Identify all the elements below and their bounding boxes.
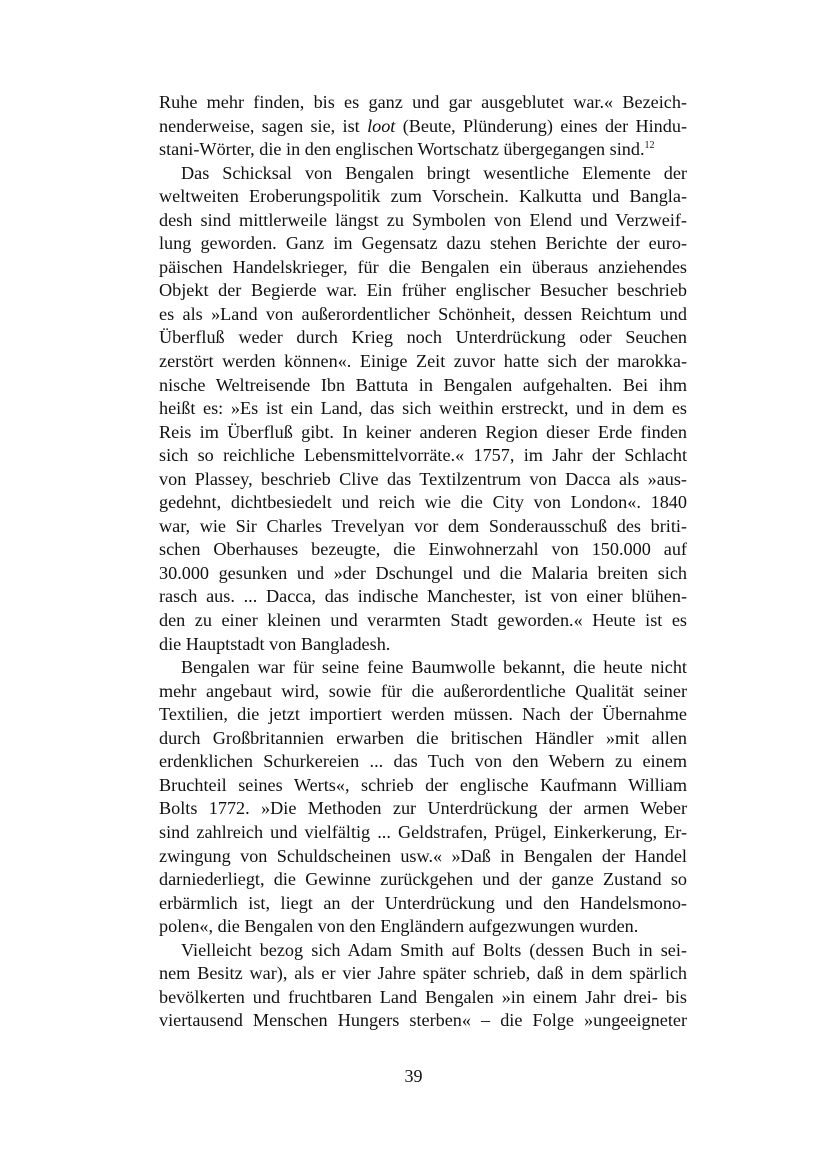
text-line: schen Oberhauses bezeugte, die Einwohnerzahl von 150.000 auf xyxy=(159,539,687,560)
text-line: es als »Land von außerordentlicher Schönheit, dessen Reichtum und xyxy=(159,303,687,324)
text-fragment: nenderweise, sagen sie, ist xyxy=(159,115,360,136)
text-line: 30.000 gesunken und »der Dschungel und die Malaria breiten sich xyxy=(159,562,687,583)
text-line: viertausend Menschen Hungers sterben« – die Folge »ungeeigneter xyxy=(159,1010,687,1031)
text-line: Bruchteil seines Werts«, schrieb der englische Kaufmann William xyxy=(159,774,687,795)
text-line: Das Schicksal von Bengalen bringt wesentliche Elemente der xyxy=(181,162,687,183)
text-line: weltweiten Eroberungspolitik zum Vorschein. Kalkutta und Bangla- xyxy=(159,186,687,207)
text-line: desh sind mittlerweile längst zu Symbolen von Elend und Verzweif- xyxy=(159,209,687,230)
text-line: nem Besitz war), als er vier Jahre später schrieb, daß in dem spärlich xyxy=(159,963,687,984)
text-line: lung geworden. Ganz im Gegensatz dazu stehen Berichte der euro- xyxy=(159,233,687,254)
page-body xyxy=(159,91,687,1091)
footnote-marker: 12 xyxy=(644,140,655,152)
body-text xyxy=(159,91,687,1033)
text-line: zwingung von Schuldscheinen usw.« »Daß in Bengalen der Handel xyxy=(159,845,687,866)
text-line: Vielleicht bezog sich Adam Smith auf Bolts (dessen Buch in sei- xyxy=(181,939,687,960)
page-number: 39 xyxy=(404,1066,423,1086)
text-line: sich so reichliche Lebensmittelvorräte.« 1757, im Jahr der Schlacht xyxy=(159,445,687,466)
text-line: Bolts 1772. »Die Methoden zur Unterdrückung der armen Weber xyxy=(159,798,687,819)
text-line: Überfluß weder durch Krieg noch Unterdrückung oder Seuchen xyxy=(159,327,687,348)
text-line: die Hauptstadt von Bangladesh. xyxy=(159,633,391,654)
text-line: heißt es: »Es ist ein Land, das sich weithin erstreckt, und in dem es xyxy=(159,398,687,419)
text-line: rasch aus. ... Dacca, das indische Manchester, ist von einer blühen- xyxy=(159,586,687,607)
text-line: darniederliegt, die Gewinne zurückgehen und der ganze Zustand so xyxy=(159,869,687,890)
text-line: mehr angebaut wird, sowie für die außerordentliche Qualität seiner xyxy=(159,680,687,701)
text-fragment: (Beute, Plünderung) eines der Hindu- xyxy=(402,115,688,136)
text-line xyxy=(159,115,687,139)
text-line xyxy=(159,138,687,162)
text-line: den zu einer kleinen und verarmten Stadt geworden.« Heute ist es xyxy=(159,610,687,631)
text-line: Objekt der Begierde war. Ein früher englischer Besucher beschrieb xyxy=(159,280,687,301)
text-line: zerstört werden können«. Einige Zeit zuvor hatte sich der marokka- xyxy=(159,351,687,372)
text-fragment: stani-Wörter, die in den englischen Wortschatz übergegangen sind. xyxy=(159,139,645,160)
emphasis-term: loot xyxy=(367,115,396,136)
text-line: erbärmlich ist, liegt an der Unterdrückung und den Handelsmono- xyxy=(159,892,687,913)
text-line: Reis im Überfluß gibt. In keiner anderen Region dieser Erde finden xyxy=(159,421,687,442)
text-line: durch Großbritannien erwarben die britischen Händler »mit allen xyxy=(159,727,687,748)
text-line: war, wie Sir Charles Trevelyan vor dem Sonderausschuß des briti- xyxy=(159,515,687,536)
text-line: gedehnt, dichtbesiedelt und reich wie die City von London«. 1840 xyxy=(159,492,687,513)
text-line: polen«, die Bengalen von den Engländern aufgezwungen wurden. xyxy=(159,916,639,937)
text-line: Textilien, die jetzt importiert werden müssen. Nach der Übernahme xyxy=(159,704,687,725)
text-line: nische Weltreisende Ibn Battuta in Bengalen aufgehalten. Bei ihm xyxy=(159,374,687,395)
text-line: päischen Handelskrieger, für die Bengalen ein überaus anziehendes xyxy=(159,256,687,277)
text-line: Bengalen war für seine feine Baumwolle bekannt, die heute nicht xyxy=(181,657,687,678)
text-line: Ruhe mehr finden, bis es ganz und gar ausgeblutet war.« Bezeich- xyxy=(159,92,687,112)
text-line: von Plassey, beschrieb Clive das Textilzentrum von Dacca als »aus- xyxy=(159,468,687,489)
text-line: erdenklichen Schurkereien ... das Tuch von den Webern zu einem xyxy=(159,751,687,772)
text-line: sind zahlreich und vielfältig ... Geldstrafen, Prügel, Einkerkerung, Er- xyxy=(159,821,687,842)
text-line: bevölkerten und fruchtbaren Land Bengalen »in einem Jahr drei- bis xyxy=(159,986,687,1007)
